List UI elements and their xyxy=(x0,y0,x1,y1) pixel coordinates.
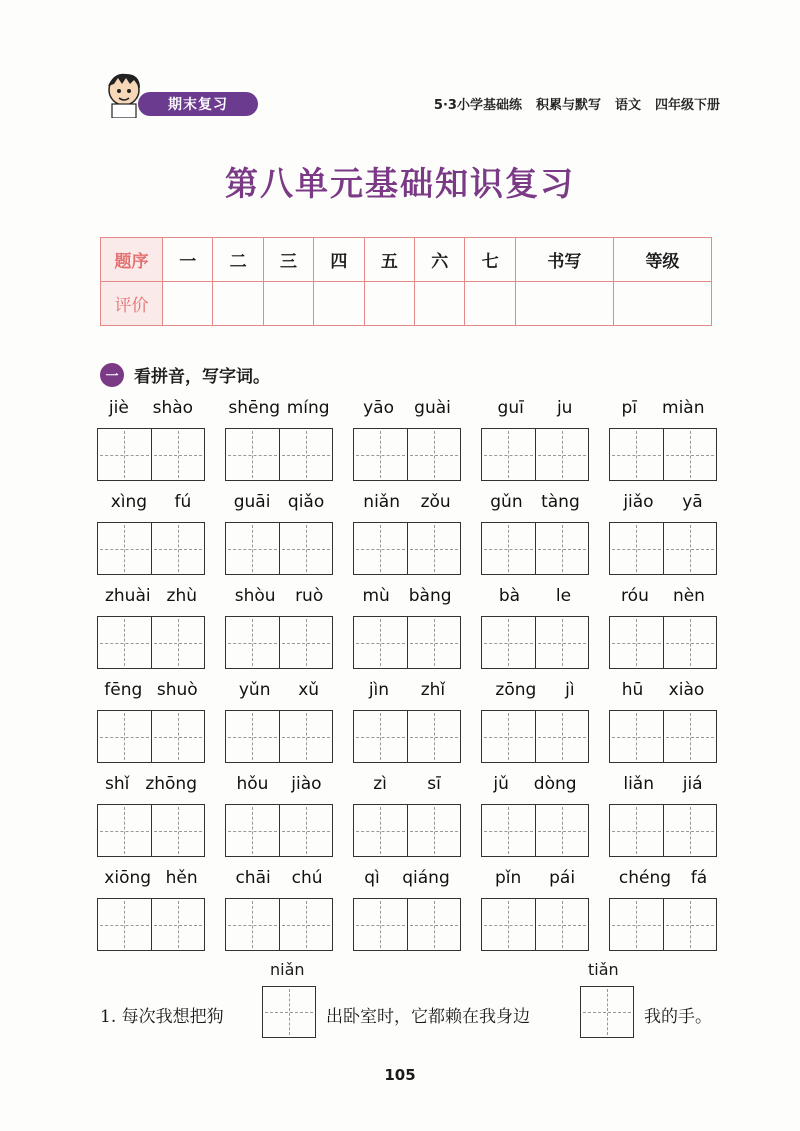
pinyin-syllable: pái xyxy=(549,868,576,888)
pinyin-syllable: ju xyxy=(556,398,573,418)
series-subject: 语文 xyxy=(614,98,641,113)
pinyin-word-item xyxy=(609,398,717,480)
pinyin-syllable: bà xyxy=(498,586,521,606)
pinyin-label xyxy=(97,586,205,612)
writing-cell[interactable] xyxy=(482,711,536,762)
writing-boxes xyxy=(97,710,205,763)
pinyin-syllable: róu xyxy=(621,586,649,606)
writing-boxes xyxy=(353,898,461,951)
pinyin-label xyxy=(353,398,461,424)
writing-cell[interactable] xyxy=(664,899,717,950)
sentence-exercise xyxy=(100,960,720,1040)
writing-boxes xyxy=(353,428,461,481)
writing-cell[interactable] xyxy=(152,617,205,668)
word-grid xyxy=(97,398,717,958)
pinyin-syllable: zhōng xyxy=(145,774,197,794)
writing-boxes xyxy=(353,804,461,857)
writing-cell[interactable] xyxy=(226,523,280,574)
pinyin-label xyxy=(481,398,589,424)
pinyin-label xyxy=(481,492,589,518)
writing-cell[interactable] xyxy=(536,711,589,762)
writing-boxes xyxy=(481,898,589,951)
final-review-badge: 期末复习 xyxy=(138,92,258,116)
score-input-cell[interactable] xyxy=(263,282,313,326)
pinyin-syllable: le xyxy=(555,586,572,606)
writing-cell[interactable] xyxy=(98,429,152,480)
pinyin-syllable: jiǎo xyxy=(623,492,654,512)
writing-boxes xyxy=(353,710,461,763)
pinyin-syllable: qiáng xyxy=(402,868,450,888)
pinyin-label xyxy=(97,680,205,706)
writing-boxes xyxy=(97,428,205,481)
pinyin-word-item xyxy=(353,680,461,762)
writing-boxes xyxy=(353,616,461,669)
writing-cell[interactable] xyxy=(664,617,717,668)
sentence-part: 我的手。 xyxy=(644,1007,712,1027)
score-cell: 七 xyxy=(465,238,515,282)
pinyin-syllable: jiá xyxy=(682,774,703,794)
writing-cell[interactable] xyxy=(664,429,717,480)
pinyin-syllable: qì xyxy=(364,868,380,888)
writing-cell[interactable] xyxy=(408,429,461,480)
writing-cell[interactable] xyxy=(610,429,664,480)
writing-boxes xyxy=(97,898,205,951)
pinyin-label xyxy=(353,492,461,518)
score-cell: 一 xyxy=(163,238,213,282)
pinyin-syllable: chāi xyxy=(235,868,271,888)
writing-cell[interactable] xyxy=(226,899,280,950)
blank-pinyin: niǎn xyxy=(270,960,305,979)
writing-cell[interactable] xyxy=(536,429,589,480)
writing-cell[interactable] xyxy=(610,523,664,574)
pinyin-syllable: chú xyxy=(291,868,323,888)
sentence-part: 出卧室时，它都赖在我身边 xyxy=(326,1007,530,1027)
writing-cell[interactable] xyxy=(482,429,536,480)
writing-cell[interactable] xyxy=(610,899,664,950)
writing-cell[interactable] xyxy=(354,617,408,668)
pinyin-word-item xyxy=(97,680,205,762)
series-grade: 四年级下册 xyxy=(654,98,720,113)
page-number: 105 xyxy=(384,1066,416,1084)
pinyin-word-item xyxy=(353,492,461,574)
pinyin-syllable: shào xyxy=(152,398,194,418)
pinyin-syllable: hǒu xyxy=(236,774,269,794)
writing-cell[interactable] xyxy=(408,523,461,574)
writing-cell[interactable] xyxy=(226,711,280,762)
score-input-cell[interactable] xyxy=(465,282,515,326)
pinyin-syllable: hū xyxy=(621,680,644,700)
writing-cell[interactable] xyxy=(152,899,205,950)
pinyin-syllable: sī xyxy=(427,774,441,794)
pinyin-syllable: ruò xyxy=(295,586,324,606)
writing-boxes xyxy=(481,616,589,669)
score-eval-row xyxy=(101,282,712,326)
pinyin-syllable: pǐn xyxy=(494,868,522,888)
writing-cell[interactable] xyxy=(280,617,333,668)
pinyin-syllable: guài xyxy=(414,398,451,418)
pinyin-syllable: zhǐ xyxy=(420,680,446,700)
pinyin-syllable: xiōng xyxy=(104,868,152,888)
writing-boxes xyxy=(481,522,589,575)
pinyin-label xyxy=(353,586,461,612)
pinyin-syllable: dòng xyxy=(533,774,577,794)
writing-cell[interactable] xyxy=(610,617,664,668)
pinyin-syllable: zì xyxy=(373,774,387,794)
writing-boxes xyxy=(481,428,589,481)
writing-cell[interactable] xyxy=(98,899,152,950)
pinyin-word-item xyxy=(225,868,333,950)
writing-boxes xyxy=(353,522,461,575)
pinyin-label xyxy=(225,492,333,518)
writing-blank[interactable] xyxy=(262,986,316,1038)
writing-boxes xyxy=(609,616,717,669)
writing-cell[interactable] xyxy=(408,899,461,950)
writing-boxes xyxy=(225,804,333,857)
pinyin-syllable: qiǎo xyxy=(287,492,325,512)
pinyin-label xyxy=(97,774,205,800)
pinyin-label xyxy=(353,680,461,706)
pinyin-syllable: niǎn xyxy=(363,492,400,512)
pinyin-word-item xyxy=(609,492,717,574)
pinyin-syllable: bàng xyxy=(408,586,452,606)
pinyin-syllable: gǔn xyxy=(490,492,523,512)
score-input-cell[interactable] xyxy=(163,282,213,326)
pinyin-syllable: yā xyxy=(682,492,703,512)
pinyin-label xyxy=(97,868,205,894)
pinyin-word-item xyxy=(353,868,461,950)
pinyin-syllable: zhù xyxy=(166,586,198,606)
writing-cell[interactable] xyxy=(664,805,717,856)
pinyin-syllable: fēng xyxy=(104,680,143,700)
pinyin-label xyxy=(97,492,205,518)
writing-cell[interactable] xyxy=(354,711,408,762)
pinyin-word-item xyxy=(609,680,717,762)
writing-blank[interactable] xyxy=(580,986,634,1038)
score-input-cell[interactable] xyxy=(415,282,465,326)
writing-cell[interactable] xyxy=(152,805,205,856)
writing-cell[interactable] xyxy=(536,617,589,668)
pinyin-syllable: liǎn xyxy=(623,774,654,794)
pinyin-word-item xyxy=(609,586,717,668)
score-cell: 题序 xyxy=(101,238,163,282)
pinyin-label xyxy=(609,586,717,612)
pinyin-word-item xyxy=(353,586,461,668)
pinyin-label xyxy=(609,492,717,518)
pinyin-word-item xyxy=(225,398,333,480)
writing-boxes xyxy=(225,616,333,669)
writing-cell[interactable] xyxy=(280,899,333,950)
pinyin-word-item xyxy=(225,774,333,856)
pinyin-word-item xyxy=(225,492,333,574)
pinyin-word-item xyxy=(353,398,461,480)
pinyin-label xyxy=(481,680,589,706)
writing-boxes xyxy=(609,898,717,951)
pinyin-label xyxy=(609,774,717,800)
writing-boxes xyxy=(481,710,589,763)
writing-cell[interactable] xyxy=(98,617,152,668)
pinyin-label xyxy=(353,868,461,894)
writing-cell[interactable] xyxy=(664,523,717,574)
pinyin-word-item xyxy=(97,398,205,480)
score-cell: 二 xyxy=(213,238,263,282)
score-input-cell[interactable] xyxy=(613,282,711,326)
pinyin-syllable: hěn xyxy=(165,868,198,888)
pinyin-word-item xyxy=(97,774,205,856)
score-input-cell[interactable] xyxy=(515,282,613,326)
pinyin-syllable: nèn xyxy=(672,586,705,606)
pinyin-syllable: tàng xyxy=(541,492,580,512)
pinyin-syllable: jìn xyxy=(368,680,390,700)
writing-cell[interactable] xyxy=(536,899,589,950)
pinyin-syllable: fá xyxy=(690,868,708,888)
pinyin-label xyxy=(481,774,589,800)
writing-cell[interactable] xyxy=(152,523,205,574)
writing-cell[interactable] xyxy=(482,805,536,856)
writing-boxes xyxy=(97,522,205,575)
score-input-cell[interactable] xyxy=(364,282,414,326)
writing-cell[interactable] xyxy=(280,429,333,480)
writing-boxes xyxy=(609,428,717,481)
pinyin-syllable: zhuài xyxy=(104,586,151,606)
pinyin-syllable: pī xyxy=(621,398,638,418)
writing-boxes xyxy=(225,428,333,481)
pinyin-syllable: xiào xyxy=(668,680,705,700)
pinyin-word-item xyxy=(97,492,205,574)
book-series-info xyxy=(434,94,720,113)
pinyin-word-item xyxy=(481,680,589,762)
writing-cell[interactable] xyxy=(98,523,152,574)
section-number: 一 xyxy=(100,363,124,387)
page-title: 第八单元基础知识复习 xyxy=(225,164,575,203)
pinyin-syllable: jì xyxy=(565,680,575,700)
writing-boxes xyxy=(97,616,205,669)
writing-cell[interactable] xyxy=(482,899,536,950)
score-input-cell[interactable] xyxy=(213,282,263,326)
writing-cell[interactable] xyxy=(482,617,536,668)
pinyin-label xyxy=(353,774,461,800)
pinyin-label xyxy=(609,680,717,706)
pinyin-syllable: chéng xyxy=(618,868,672,888)
pinyin-word-item xyxy=(481,492,589,574)
writing-cell[interactable] xyxy=(408,805,461,856)
score-header-row xyxy=(101,238,712,282)
page-header xyxy=(100,70,720,120)
pinyin-word-item xyxy=(481,398,589,480)
pinyin-word-item xyxy=(353,774,461,856)
pinyin-syllable: jǔ xyxy=(493,774,509,794)
writing-cell[interactable] xyxy=(610,711,664,762)
pinyin-label xyxy=(609,398,717,424)
writing-boxes xyxy=(609,804,717,857)
writing-boxes xyxy=(225,710,333,763)
pinyin-word-item xyxy=(97,868,205,950)
section-heading xyxy=(100,362,270,387)
writing-boxes xyxy=(609,710,717,763)
score-cell: 六 xyxy=(415,238,465,282)
pinyin-label xyxy=(225,868,333,894)
score-cell: 等级 xyxy=(613,238,711,282)
writing-cell[interactable] xyxy=(152,429,205,480)
pinyin-word-item xyxy=(609,868,717,950)
writing-cell[interactable] xyxy=(280,523,333,574)
section-instruction: 看拼音，写字词。 xyxy=(134,367,270,387)
writing-boxes xyxy=(97,804,205,857)
pinyin-syllable: zōng xyxy=(495,680,537,700)
pinyin-syllable: miàn xyxy=(662,398,705,418)
series-section: 积累与默写 xyxy=(535,98,601,113)
pinyin-syllable: mù xyxy=(362,586,390,606)
pinyin-label xyxy=(225,398,333,424)
score-input-cell[interactable] xyxy=(314,282,364,326)
writing-cell[interactable] xyxy=(98,805,152,856)
writing-cell[interactable] xyxy=(408,711,461,762)
writing-cell[interactable] xyxy=(226,617,280,668)
pinyin-syllable: jiào xyxy=(291,774,322,794)
score-cell: 书写 xyxy=(515,238,613,282)
series-name: 5·3小学基础练 xyxy=(433,98,522,113)
pinyin-word-item xyxy=(225,680,333,762)
score-cell: 三 xyxy=(263,238,313,282)
pinyin-syllable: yǔn xyxy=(238,680,271,700)
writing-boxes xyxy=(225,522,333,575)
pinyin-syllable: jiè xyxy=(108,398,129,418)
score-cell: 五 xyxy=(364,238,414,282)
writing-cell[interactable] xyxy=(226,429,280,480)
writing-cell[interactable] xyxy=(536,523,589,574)
writing-cell[interactable] xyxy=(152,711,205,762)
writing-cell[interactable] xyxy=(664,711,717,762)
pinyin-syllable: shòu xyxy=(234,586,276,606)
pinyin-word-item xyxy=(225,586,333,668)
pinyin-syllable: zǒu xyxy=(420,492,451,512)
pinyin-label xyxy=(225,680,333,706)
pinyin-label xyxy=(97,398,205,424)
writing-cell[interactable] xyxy=(98,711,152,762)
writing-cell[interactable] xyxy=(280,711,333,762)
writing-boxes xyxy=(609,522,717,575)
writing-cell[interactable] xyxy=(610,805,664,856)
pinyin-label xyxy=(481,868,589,894)
pinyin-syllable: fú xyxy=(174,492,192,512)
score-cell: 四 xyxy=(314,238,364,282)
pinyin-word-item xyxy=(609,774,717,856)
pinyin-syllable: guī xyxy=(497,398,524,418)
writing-boxes xyxy=(225,898,333,951)
pinyin-syllable: míng xyxy=(286,398,330,418)
writing-cell[interactable] xyxy=(408,617,461,668)
score-cell: 评价 xyxy=(101,282,163,326)
pinyin-syllable: guāi xyxy=(233,492,271,512)
pinyin-label xyxy=(225,586,333,612)
sentence-part: 1. 每次我想把狗 xyxy=(100,1007,224,1027)
writing-cell[interactable] xyxy=(354,805,408,856)
pinyin-syllable: xǔ xyxy=(298,680,320,700)
pinyin-word-item xyxy=(481,774,589,856)
pinyin-word-item xyxy=(481,868,589,950)
pinyin-syllable: yāo xyxy=(363,398,394,418)
pinyin-label xyxy=(481,586,589,612)
pinyin-syllable: shǐ xyxy=(104,774,130,794)
writing-cell[interactable] xyxy=(354,523,408,574)
pinyin-syllable: shuò xyxy=(156,680,198,700)
pinyin-label xyxy=(225,774,333,800)
writing-cell[interactable] xyxy=(354,429,408,480)
writing-cell[interactable] xyxy=(536,805,589,856)
pinyin-word-item xyxy=(97,586,205,668)
pinyin-label xyxy=(609,868,717,894)
pinyin-syllable: xìng xyxy=(110,492,148,512)
writing-cell[interactable] xyxy=(482,523,536,574)
writing-boxes xyxy=(481,804,589,857)
blank-pinyin: tiǎn xyxy=(588,960,619,979)
pinyin-syllable: shēng xyxy=(228,398,281,418)
writing-cell[interactable] xyxy=(354,899,408,950)
writing-cell[interactable] xyxy=(280,805,333,856)
pinyin-word-item xyxy=(481,586,589,668)
writing-cell[interactable] xyxy=(226,805,280,856)
score-table xyxy=(100,237,712,326)
